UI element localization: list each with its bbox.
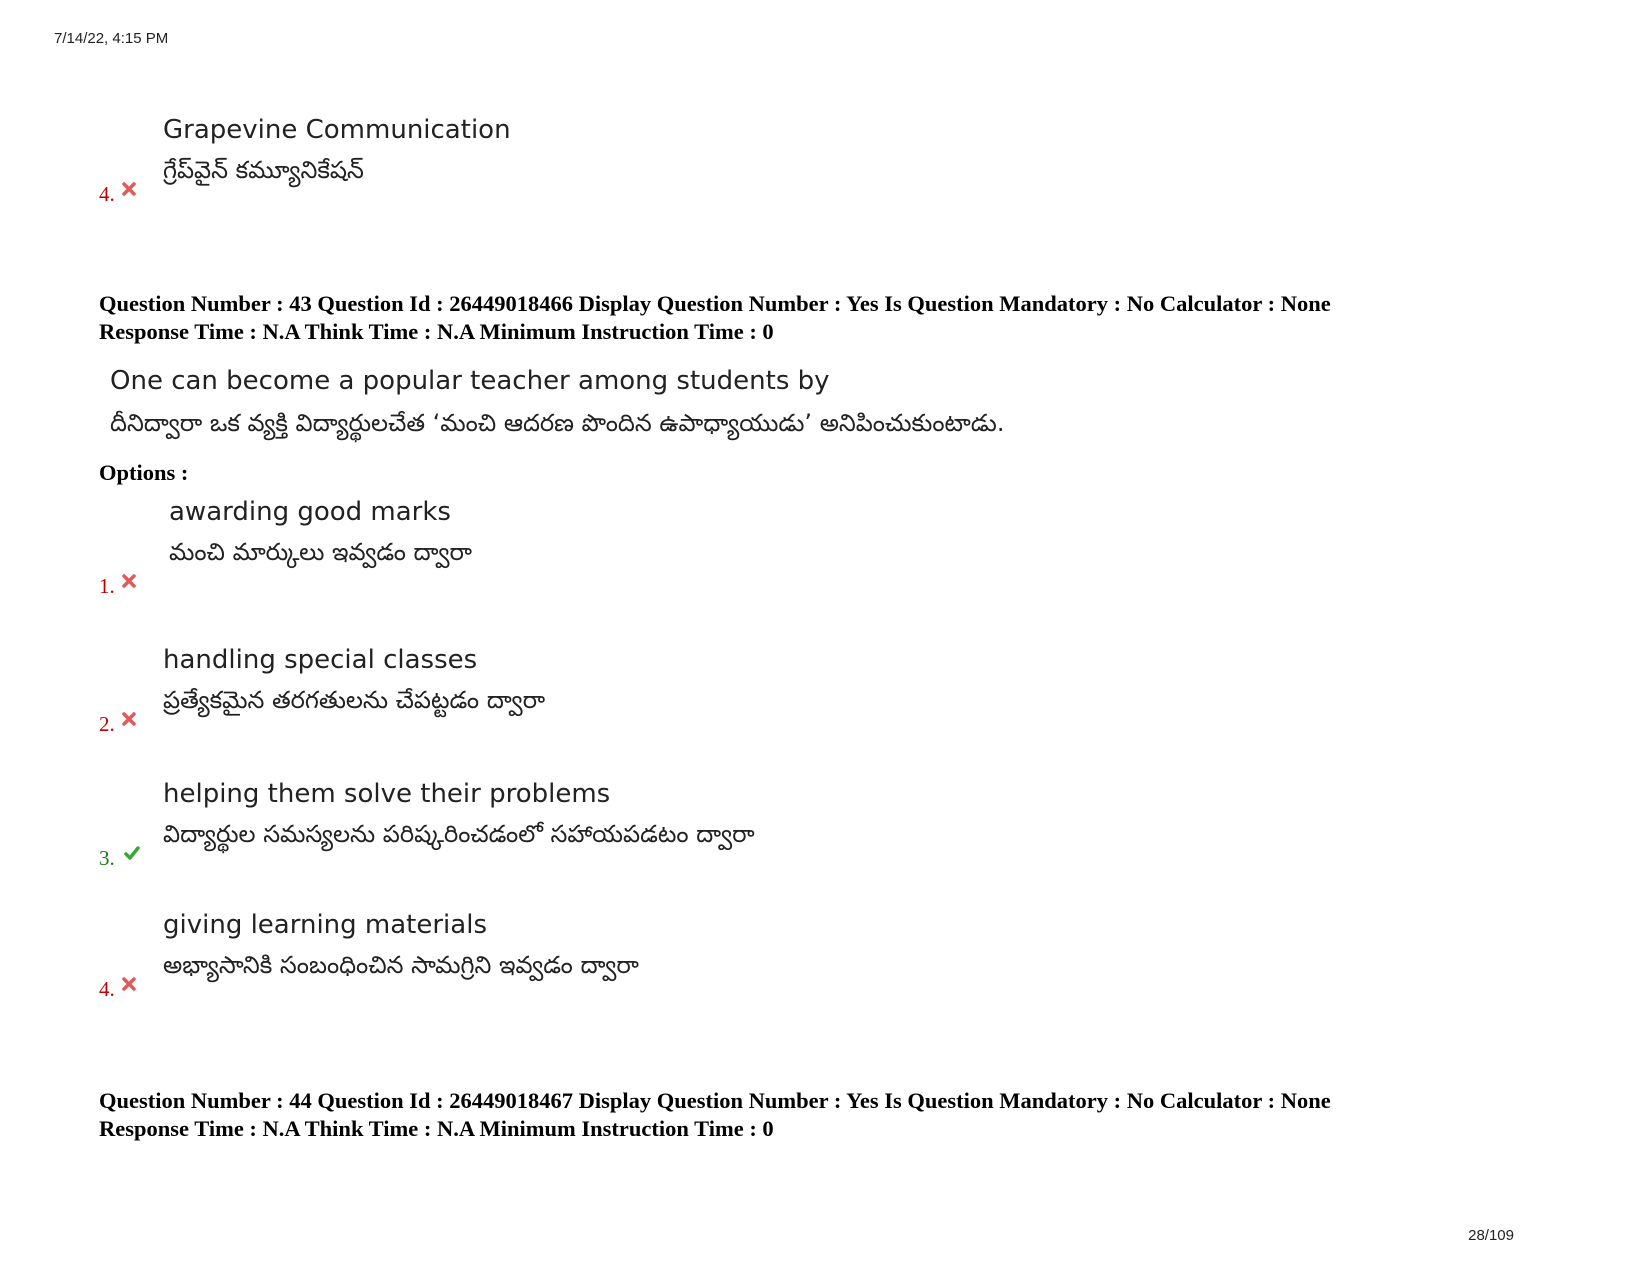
cross-icon bbox=[121, 711, 137, 727]
option-text-te: మంచి మార్కులు ఇవ్వడం ద్వారా bbox=[169, 538, 472, 566]
option-4 bbox=[99, 905, 899, 1005]
option-text-te: అభ్యాసానికి సంబంధించిన సామగ్రిని ఇవ్వడం ద్వారా bbox=[163, 951, 639, 979]
option-text-te: గ్రేప్‌వైన్ కమ్యూనికేషన్ bbox=[163, 156, 364, 184]
cross-icon bbox=[121, 181, 137, 197]
question-43-meta bbox=[99, 290, 1331, 346]
option-2 bbox=[99, 640, 799, 740]
option-number: 2. bbox=[99, 712, 115, 736]
question-meta-line1: Question Number : 44 Question Id : 26449018467 Display Question Number : Yes Is Question Mandatory : No Calculator : None bbox=[99, 1088, 1331, 1113]
option-marker bbox=[99, 846, 143, 871]
option-marker bbox=[99, 574, 137, 599]
option-text-en: helping them solve their problems bbox=[163, 779, 611, 809]
option-text-te: ప్రత్యేకమైన తరగతులను చేపట్టడం ద్వారా bbox=[163, 686, 546, 714]
option-text-en: giving learning materials bbox=[163, 910, 487, 940]
option-number: 1. bbox=[99, 574, 115, 598]
page-timestamp: 7/14/22, 4:15 PM bbox=[54, 30, 169, 47]
option-text-en: Grapevine Communication bbox=[163, 115, 511, 145]
option-number: 4. bbox=[99, 182, 115, 206]
page-number: 28/109 bbox=[1468, 1227, 1514, 1244]
option-1 bbox=[99, 492, 799, 598]
cross-icon bbox=[121, 976, 137, 992]
question-text-te: దీనిద్వారా ఒక వ్యక్తి విద్యార్థులచేత ‘మంచి ఆదరణ పొందిన ఉపాధ్యాయుడు’ అనిపించుకుంటాడు. bbox=[110, 409, 1005, 437]
option-text-en: handling special classes bbox=[163, 645, 478, 675]
check-icon bbox=[121, 845, 143, 861]
options-label: Options : bbox=[99, 460, 189, 485]
question-text-en: One can become a popular teacher among students by bbox=[110, 366, 830, 396]
cross-icon bbox=[121, 573, 137, 589]
option-marker bbox=[99, 977, 137, 1002]
option-number: 4. bbox=[99, 977, 115, 1001]
option-marker bbox=[99, 182, 137, 207]
option-text-te: విద్యార్థుల సమస్యలను పరిష్కరించడంలో సహాయపడటం ద్వారా bbox=[163, 820, 755, 848]
option-marker bbox=[99, 712, 137, 737]
question-meta-line2: Response Time : N.A Think Time : N.A Minimum Instruction Time : 0 bbox=[99, 1116, 774, 1141]
question-43-text bbox=[110, 360, 1004, 444]
question-meta-line2: Response Time : N.A Think Time : N.A Minimum Instruction Time : 0 bbox=[99, 319, 774, 344]
option-number: 3. bbox=[99, 846, 115, 870]
option-3 bbox=[99, 774, 899, 874]
question-44-meta bbox=[99, 1087, 1331, 1143]
option-text-en: awarding good marks bbox=[169, 497, 451, 527]
prev-option-4 bbox=[99, 110, 699, 210]
question-meta-line1: Question Number : 43 Question Id : 26449018466 Display Question Number : Yes Is Question Mandatory : No Calculator : None bbox=[99, 291, 1331, 316]
